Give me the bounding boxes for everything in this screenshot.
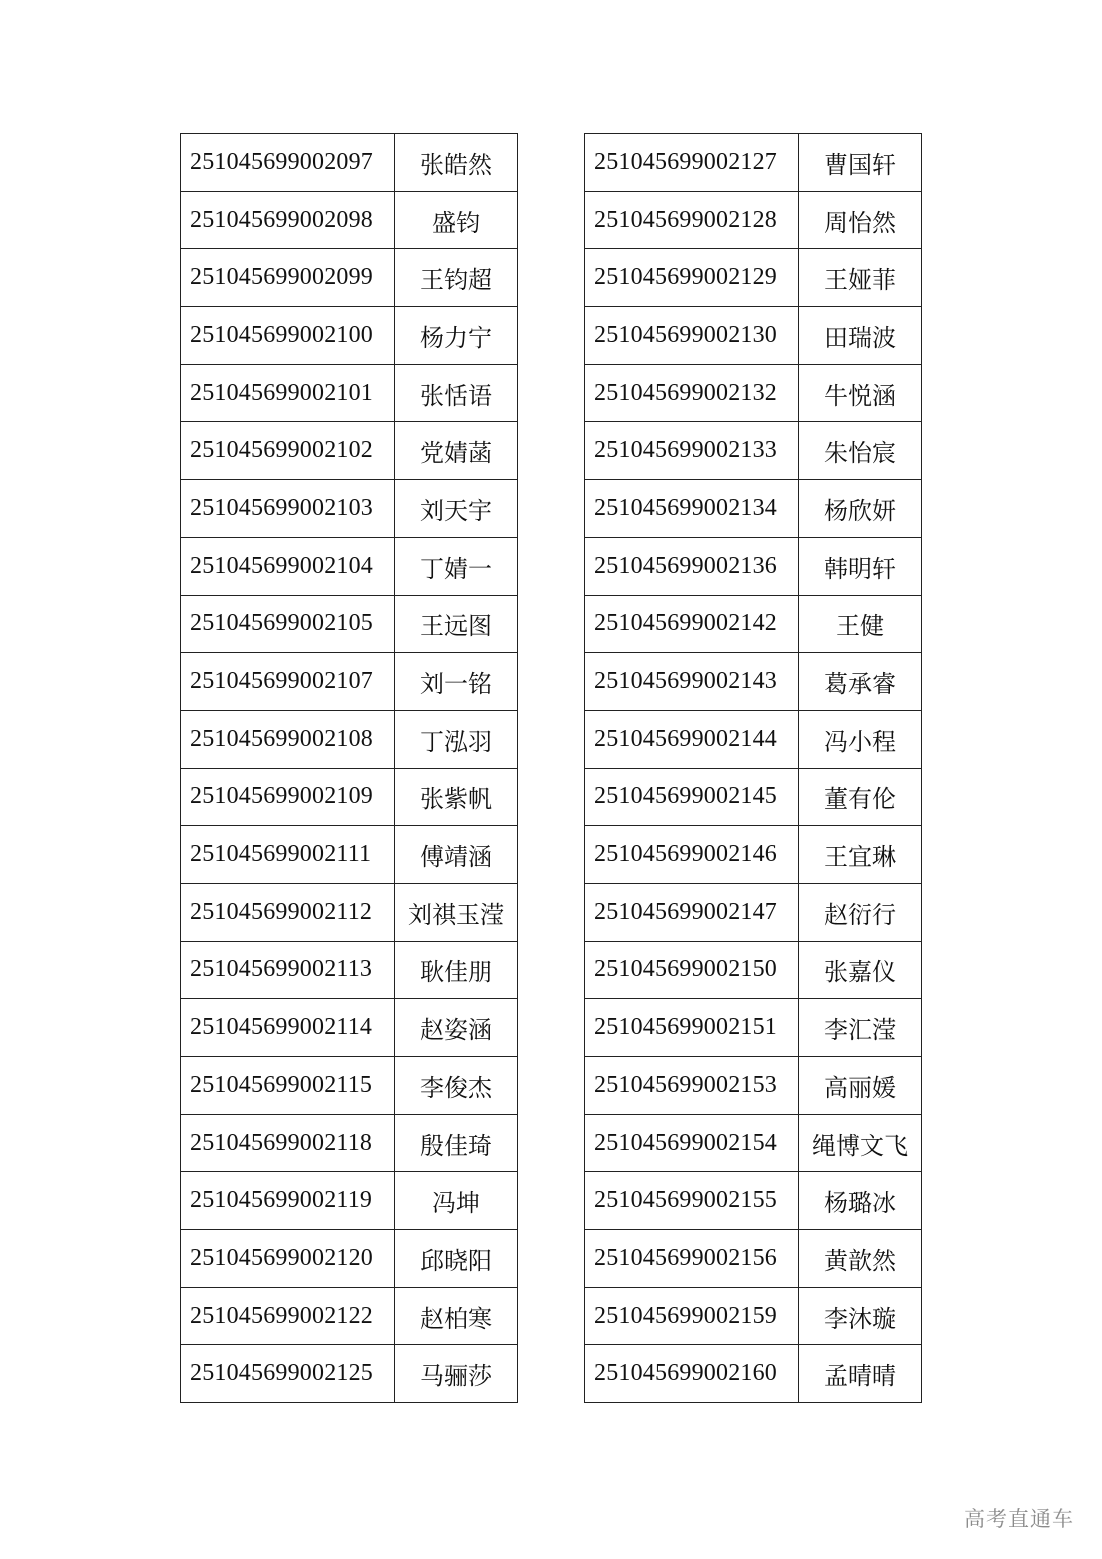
exam-number-cell: 251045699002114 — [181, 999, 395, 1057]
exam-number-cell: 251045699002104 — [181, 537, 395, 595]
student-name-cell: 李沐璇 — [799, 1287, 922, 1345]
table-row — [585, 883, 922, 941]
table-row — [585, 191, 922, 249]
student-name-cell: 董有伦 — [799, 768, 922, 826]
exam-number-cell: 251045699002155 — [585, 1172, 799, 1230]
student-name-cell: 牛悦涵 — [799, 364, 922, 422]
exam-number-cell: 251045699002156 — [585, 1230, 799, 1288]
table-row — [181, 595, 518, 653]
table-row — [181, 422, 518, 480]
roster-table-right — [584, 133, 922, 1403]
student-name-cell: 耿佳朋 — [395, 941, 518, 999]
table-row — [181, 768, 518, 826]
student-name-cell: 周怡然 — [799, 191, 922, 249]
table-row — [181, 307, 518, 365]
table-row — [181, 883, 518, 941]
table-row — [585, 1172, 922, 1230]
student-name-cell: 冯小程 — [799, 710, 922, 768]
table-row — [181, 710, 518, 768]
table-row — [585, 134, 922, 192]
student-name-cell: 盛钧 — [395, 191, 518, 249]
table-row — [585, 1287, 922, 1345]
student-name-cell: 黄歆然 — [799, 1230, 922, 1288]
table-row — [585, 941, 922, 999]
student-name-cell: 刘祺玉滢 — [395, 883, 518, 941]
student-name-cell: 刘一铭 — [395, 653, 518, 711]
student-name-cell: 邱晓阳 — [395, 1230, 518, 1288]
exam-number-cell: 251045699002143 — [585, 653, 799, 711]
table-row — [181, 1287, 518, 1345]
table-row — [181, 999, 518, 1057]
student-name-cell: 张皓然 — [395, 134, 518, 192]
table-row — [181, 249, 518, 307]
table-row — [181, 537, 518, 595]
watermark-text: 高考直通车 — [964, 1507, 1074, 1531]
student-name-cell: 葛承睿 — [799, 653, 922, 711]
student-name-cell: 党婧菡 — [395, 422, 518, 480]
student-name-cell: 高丽媛 — [799, 1057, 922, 1115]
exam-number-cell: 251045699002144 — [585, 710, 799, 768]
student-name-cell: 杨力宁 — [395, 307, 518, 365]
table-row — [585, 364, 922, 422]
roster-table-right-body — [585, 134, 922, 1403]
exam-number-cell: 251045699002099 — [181, 249, 395, 307]
table-row — [181, 191, 518, 249]
exam-number-cell: 251045699002128 — [585, 191, 799, 249]
table-row — [181, 941, 518, 999]
exam-number-cell: 251045699002150 — [585, 941, 799, 999]
table-row — [585, 999, 922, 1057]
table-row — [585, 595, 922, 653]
table-row — [585, 249, 922, 307]
table-row — [181, 1057, 518, 1115]
table-row — [181, 1230, 518, 1288]
student-name-cell: 张紫帆 — [395, 768, 518, 826]
table-row — [585, 653, 922, 711]
table-row — [181, 826, 518, 884]
student-name-cell: 丁婧一 — [395, 537, 518, 595]
exam-number-cell: 251045699002129 — [585, 249, 799, 307]
student-name-cell: 殷佳琦 — [395, 1114, 518, 1172]
exam-number-cell: 251045699002107 — [181, 653, 395, 711]
exam-number-cell: 251045699002118 — [181, 1114, 395, 1172]
student-name-cell: 冯坤 — [395, 1172, 518, 1230]
exam-number-cell: 251045699002130 — [585, 307, 799, 365]
student-name-cell: 傅靖涵 — [395, 826, 518, 884]
table-row — [181, 364, 518, 422]
table-row — [181, 653, 518, 711]
exam-number-cell: 251045699002113 — [181, 941, 395, 999]
exam-number-cell: 251045699002145 — [585, 768, 799, 826]
exam-number-cell: 251045699002103 — [181, 480, 395, 538]
exam-number-cell: 251045699002108 — [181, 710, 395, 768]
exam-number-cell: 251045699002136 — [585, 537, 799, 595]
exam-number-cell: 251045699002133 — [585, 422, 799, 480]
table-row — [585, 480, 922, 538]
student-name-cell: 王娅菲 — [799, 249, 922, 307]
exam-number-cell: 251045699002127 — [585, 134, 799, 192]
student-name-cell: 杨欣妍 — [799, 480, 922, 538]
student-name-cell: 李俊杰 — [395, 1057, 518, 1115]
table-row — [585, 1345, 922, 1403]
exam-number-cell: 251045699002105 — [181, 595, 395, 653]
student-name-cell: 王宜琳 — [799, 826, 922, 884]
exam-number-cell: 251045699002154 — [585, 1114, 799, 1172]
exam-number-cell: 251045699002119 — [181, 1172, 395, 1230]
table-row — [585, 422, 922, 480]
table-row — [585, 1057, 922, 1115]
exam-number-cell: 251045699002112 — [181, 883, 395, 941]
table-row — [585, 826, 922, 884]
table-row — [585, 537, 922, 595]
student-name-cell: 丁泓羽 — [395, 710, 518, 768]
student-name-cell: 绳博文飞 — [799, 1114, 922, 1172]
exam-number-cell: 251045699002120 — [181, 1230, 395, 1288]
exam-number-cell: 251045699002160 — [585, 1345, 799, 1403]
exam-number-cell: 251045699002147 — [585, 883, 799, 941]
exam-number-cell: 251045699002159 — [585, 1287, 799, 1345]
student-name-cell: 刘天宇 — [395, 480, 518, 538]
student-name-cell: 朱怡宸 — [799, 422, 922, 480]
exam-number-cell: 251045699002132 — [585, 364, 799, 422]
exam-number-cell: 251045699002102 — [181, 422, 395, 480]
student-name-cell: 马骊莎 — [395, 1345, 518, 1403]
table-row — [181, 1345, 518, 1403]
exam-number-cell: 251045699002134 — [585, 480, 799, 538]
table-row — [585, 768, 922, 826]
exam-number-cell: 251045699002125 — [181, 1345, 395, 1403]
student-name-cell: 赵衍行 — [799, 883, 922, 941]
exam-number-cell: 251045699002098 — [181, 191, 395, 249]
table-row — [181, 134, 518, 192]
table-row — [181, 1172, 518, 1230]
student-name-cell: 赵姿涵 — [395, 999, 518, 1057]
student-name-cell: 杨璐冰 — [799, 1172, 922, 1230]
exam-number-cell: 251045699002115 — [181, 1057, 395, 1115]
exam-number-cell: 251045699002142 — [585, 595, 799, 653]
roster-table-left-body — [181, 134, 518, 1403]
student-name-cell: 张嘉仪 — [799, 941, 922, 999]
exam-number-cell: 251045699002100 — [181, 307, 395, 365]
student-name-cell: 王健 — [799, 595, 922, 653]
student-name-cell: 王远图 — [395, 595, 518, 653]
student-name-cell: 曹国轩 — [799, 134, 922, 192]
student-name-cell: 田瑞波 — [799, 307, 922, 365]
student-name-cell: 王钧超 — [395, 249, 518, 307]
exam-number-cell: 251045699002101 — [181, 364, 395, 422]
table-row — [585, 1230, 922, 1288]
student-name-cell: 韩明轩 — [799, 537, 922, 595]
exam-number-cell: 251045699002151 — [585, 999, 799, 1057]
exam-number-cell: 251045699002109 — [181, 768, 395, 826]
table-row — [585, 1114, 922, 1172]
exam-number-cell: 251045699002097 — [181, 134, 395, 192]
roster-table-left — [180, 133, 518, 1403]
exam-number-cell: 251045699002111 — [181, 826, 395, 884]
student-name-cell: 孟晴晴 — [799, 1345, 922, 1403]
table-row — [181, 480, 518, 538]
exam-number-cell: 251045699002122 — [181, 1287, 395, 1345]
table-row — [181, 1114, 518, 1172]
student-name-cell: 赵柏寒 — [395, 1287, 518, 1345]
student-name-cell: 张恬语 — [395, 364, 518, 422]
table-row — [585, 307, 922, 365]
exam-number-cell: 251045699002153 — [585, 1057, 799, 1115]
student-name-cell: 李汇滢 — [799, 999, 922, 1057]
exam-number-cell: 251045699002146 — [585, 826, 799, 884]
table-row — [585, 710, 922, 768]
